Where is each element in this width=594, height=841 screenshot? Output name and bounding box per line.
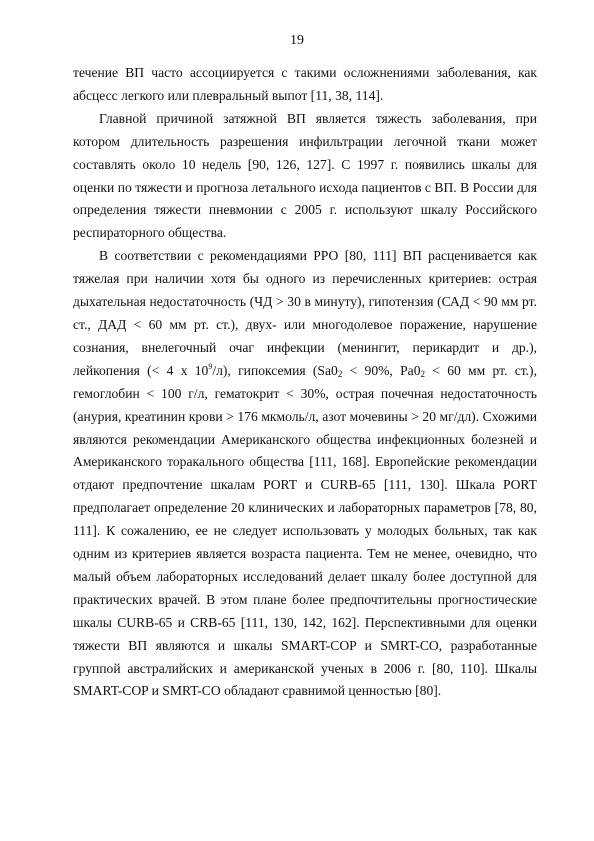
- subscript-pao2: 2: [420, 368, 425, 379]
- superscript-exponent: 9: [208, 361, 213, 371]
- paragraph-3: [73, 245, 537, 703]
- paragraph-3-text-3: < 90%, Pa0: [342, 362, 421, 378]
- paragraph-2: Главной причиной затяжной ВП является тяжесть заболевания, при котором длительность разрешения инфильтрации легочной ткани может составлять около 10 недель [90, 126, 127]. С 1997 г. появились шкалы для оценки по тяжести и прогноза летального исхода пациентов с ВП. В России для определения тяжести пневмонии с 2005 г. используют шкалу Российского респираторного общества.: [73, 110, 537, 241]
- paragraph-1: течение ВП часто ассоциируется с такими осложнениями заболевания, как абсцесс легкого или плевральный выпот [11, 38, 114].: [73, 65, 537, 103]
- paragraph-3-text-1: В соответствии с рекомендациями РРО [80, 111] ВП расценивается как тяжелая при наличии хотя бы одного из перечисленных критериев: острая дыхательная недостаточность (ЧД > 30 в минуту), гипотензия (САД < 90 мм рт. ст., ДАД < 60 мм рт. ст.), двух- или многодолевое поражение, нарушение сознания, внелегочный очаг инфекции (менингит, перикардит и др.), лейкопения (< 4 х 10: [73, 248, 537, 378]
- page-number: 19: [290, 33, 304, 48]
- paragraph-3-text-2: /л), гипоксемия (Sa0: [212, 362, 338, 378]
- subscript-sao2: 2: [337, 368, 343, 379]
- body-text: [73, 62, 537, 703]
- paragraph-3-text-4: < 60 мм рт. ст.), гемоглобин < 100 г/л, гематокрит < 30%, острая почечная недостаточность (анурия, креатинин крови > 176 мкмоль/л, азот мочевины > 20 мг/дл). Схожими являются рекомендации Американского общества инфекционных болезней и Американского торакального общества [111, 168]. Европейские рекомендации отдают предпочтение шкалам PORT и CURB-65 [111, 130]. Шкала PORT предполагает определение 20 клинических и лабораторных параметров [78, 80, 111]. К сожалению, ее не следует использовать у молодых больных, так как одним из критериев является возраста пациента. Тем не менее, очевидно, что малый объем лабораторных исследований делает шкалу более доступной для практических врачей. В этом плане более предпочтительны прогностические шкалы CURB-65 и CRB-65 [111, 130, 142, 162]. Перспективными для оценки тяжести ВП являются и шкалы SMART-COP и SMRT-CO, разработанные группой австралийских и американской ученых в 2006 г. [80, 110]. Шкалы SMART-COP и SMRT-CO обладают сравнимой ценностью [80].: [73, 362, 537, 699]
